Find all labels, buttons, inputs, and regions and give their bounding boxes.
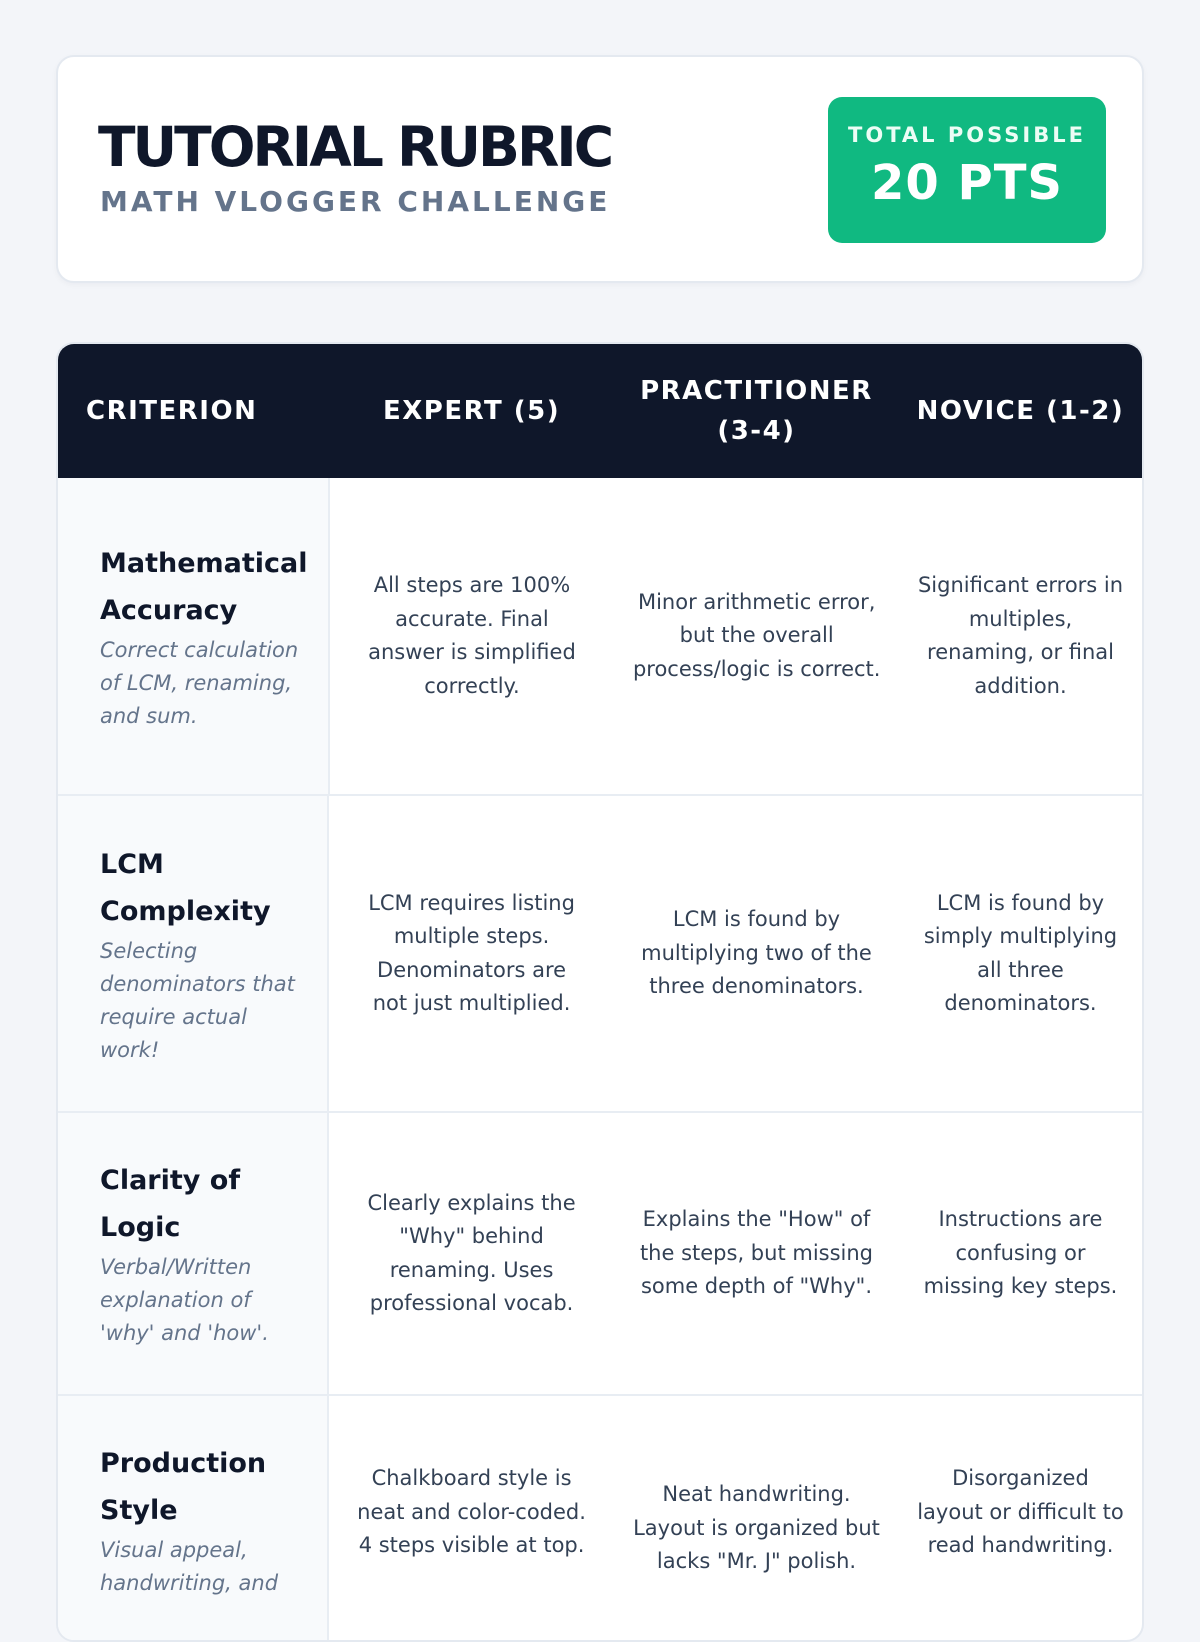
practitioner-text: Explains the "How" of the steps, but missing some depth of "Why". [639,1207,874,1299]
practitioner-text: Neat handwriting. Layout is organized but lacks "Mr. J" polish. [633,1482,880,1573]
column-header-practitioner-text: PRACTITIONER (3-4) [640,376,873,446]
table-header-row [58,344,1142,478]
criterion-description: Visual appeal, handwriting, and [100,1538,279,1595]
expert-cell [330,478,615,794]
page-title: TUTORIAL RUBRIC [98,115,612,179]
column-header-novice: NOVICE (1-2) [916,396,1125,426]
novice-cell [899,478,1142,794]
expert-text: LCM requires listing multiple steps. Denominators are not just multiplied. [368,890,575,1015]
novice-cell [899,1396,1142,1642]
criterion-cell [58,1396,329,1642]
table-row [58,1394,1142,1642]
expert-cell [329,796,614,1111]
practitioner-cell [614,478,899,794]
expert-text: Clearly explains the "Why" behind renaming. Uses professional vocab. [367,1190,576,1315]
table-row [58,794,1142,1111]
criterion-cell [58,478,330,794]
criterion-title: Clarity of Logic [100,1165,241,1243]
practitioner-text: LCM is found by multiplying two of the three denominators. [641,907,872,999]
expert-cell [329,1113,614,1394]
column-header-practitioner [614,344,899,478]
practitioner-cell [614,1113,899,1394]
criterion-title: LCM Complexity [100,848,271,927]
column-header-criterion: CRITERION [86,396,258,426]
criterion-title: Mathematical Accuracy [100,547,308,626]
novice-text: LCM is found by simply multiplying all three denominators. [923,890,1118,1015]
novice-cell [899,1113,1142,1394]
practitioner-cell [614,796,899,1111]
header-card [56,55,1144,283]
total-points-badge [828,97,1106,243]
criterion-title: Production Style [100,1448,267,1526]
criterion-cell [58,1113,329,1394]
expert-cell [329,1396,614,1642]
criterion-description: Selecting denominators that require actual work! [100,938,295,1062]
practitioner-text: Minor arithmetic error, but the overall process/logic is correct. [632,589,881,681]
table-row [58,1111,1142,1394]
expert-text: Chalkboard style is neat and color-coded. 4 steps visible at top. [357,1466,586,1557]
novice-text: Instructions are confusing or missing key steps. [923,1207,1118,1299]
criterion-cell [58,796,329,1111]
practitioner-cell [614,1396,899,1642]
criterion-description: Verbal/Written explanation of 'why' and 'how'. [100,1255,269,1345]
table-row [58,478,1142,794]
expert-text: All steps are 100% accurate. Final answer is simplified correctly. [368,573,576,698]
novice-text: Disorganized layout or difficult to read handwriting. [917,1466,1124,1557]
rubric-table [56,342,1144,1642]
total-points-label: TOTAL POSSIBLE [848,123,1086,147]
novice-cell [899,796,1142,1111]
page-subtitle: MATH VLOGGER CHALLENGE [100,185,611,218]
total-points-value: 20 PTS [871,155,1063,211]
column-header-expert: EXPERT (5) [382,396,561,426]
criterion-description: Correct calculation of LCM, renaming, and sum. [100,637,299,728]
novice-text: Significant errors in multiples, renaming, or final addition. [917,573,1124,698]
